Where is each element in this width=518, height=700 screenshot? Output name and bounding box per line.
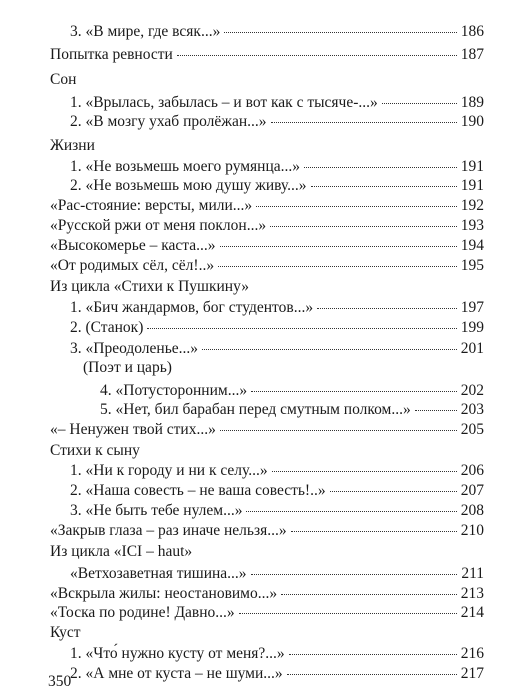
toc-leader-dots	[147, 328, 456, 329]
toc-entry-page: 187	[460, 46, 484, 63]
toc-leader-dots	[270, 226, 457, 227]
toc-entry-title: «Закрыв глаза – раз иначе нельзя...»	[50, 522, 287, 539]
toc-entry-title: «Вскрыла жилы: неостановимо...»	[50, 585, 278, 602]
toc-leader-dots	[220, 246, 457, 247]
toc-entry-page: 208	[460, 502, 484, 519]
toc-leader-dots	[272, 471, 457, 472]
toc-entry-title: 4. «Потусторонним...»	[100, 382, 248, 399]
toc-section-heading	[50, 441, 484, 461]
toc-entry-title: 2. «А мне от куста – не шуми...»	[70, 665, 283, 682]
toc-section-heading	[50, 70, 484, 90]
toc-entry-title: «Рас-стояние: версты, мили...»	[50, 197, 253, 214]
toc-entry	[70, 93, 484, 113]
toc-entry	[70, 112, 484, 132]
toc-entry	[50, 196, 484, 216]
toc-section-heading	[50, 623, 484, 643]
toc-entry-title: «– Ненужен твой стих...»	[50, 421, 216, 438]
toc-leader-dots	[304, 167, 457, 168]
toc-entry-title: 2. «В мозгу ухаб пролёжан...»	[70, 113, 267, 130]
toc-leader-dots	[289, 654, 457, 655]
toc-entry	[50, 256, 484, 276]
toc-heading-title: Из цикла «ICI – haut»	[50, 543, 193, 560]
toc-entry-page: 202	[460, 382, 484, 399]
page-number: 350	[48, 673, 72, 690]
toc-entry-title: 1. «Ни к городу и ни к селу...»	[70, 462, 268, 479]
toc-leader-dots	[330, 491, 457, 492]
toc-entry-title: 1. «Не возьмешь моего румянца...»	[70, 158, 301, 175]
toc-leader-dots	[220, 430, 457, 431]
toc-entry-page: 217	[460, 665, 484, 682]
toc-entry-page: 211	[461, 565, 484, 582]
toc-entry-page: 205	[460, 421, 484, 438]
toc-entry-page: 199	[460, 319, 484, 336]
toc-entry-page: 213	[460, 585, 484, 602]
toc-heading-title: Жизни	[50, 137, 95, 154]
toc-entry-title: Попытка ревности	[50, 46, 173, 63]
toc-leader-dots	[256, 206, 457, 207]
toc-leader-dots	[317, 308, 457, 309]
toc-entry	[50, 236, 484, 256]
toc-entry-title: 1. «Бич жандармов, бог студентов...»	[70, 299, 314, 316]
toc-entry-title: 2. (Станок)	[70, 319, 144, 336]
toc-entry	[70, 644, 484, 664]
toc-heading-title: Куст	[50, 624, 81, 641]
toc-subsection-heading	[83, 358, 484, 378]
toc-entry-page: 207	[460, 482, 484, 499]
toc-entry	[70, 318, 484, 338]
toc-entry-title: «Высокомерье – каста...»	[50, 237, 216, 254]
toc-entry	[50, 584, 484, 604]
toc-entry-page: 195	[460, 257, 484, 274]
toc-leader-dots	[251, 574, 458, 575]
toc-leader-dots	[415, 410, 457, 411]
toc-entry	[50, 603, 484, 623]
toc-entry-title: 1. «Врылась, забылась – и вот как с тысяче-...»	[70, 94, 378, 111]
toc-entry-page: 206	[460, 462, 484, 479]
toc-leader-dots	[281, 594, 457, 595]
toc-entry-title: «Русской ржи от меня поклон...»	[50, 217, 267, 234]
toc-entry	[50, 521, 484, 541]
toc-entry	[70, 176, 484, 196]
toc-entry-page: 191	[460, 177, 484, 194]
toc-leader-dots	[177, 55, 457, 56]
toc-leader-dots	[251, 391, 457, 392]
toc-entry-title: 2. «Не возьмешь мою душу живу...»	[70, 177, 307, 194]
toc-entry	[70, 298, 484, 318]
toc-entry-title: «Ветхозаветная тишина...»	[70, 565, 247, 582]
toc-entry-page: 214	[460, 604, 484, 621]
toc-entry	[50, 45, 484, 65]
toc-heading-title: Стихи к сыну	[50, 442, 140, 459]
toc-entry-title: 3. «В мире, где всяк...»	[70, 23, 221, 40]
toc-leader-dots	[291, 531, 457, 532]
toc-entry-title: 3. «Преодоленье...»	[70, 340, 199, 357]
toc-leader-dots	[246, 511, 456, 512]
toc-entry-page: 189	[460, 94, 484, 111]
toc-section-heading	[50, 542, 484, 562]
toc-entry-title: 2. «Наша совесть – не ваша совесть!..»	[70, 482, 326, 499]
toc-entry-title: «Тоска по родине! Давно...»	[50, 604, 235, 621]
toc-entry-page: 191	[460, 158, 484, 175]
toc-entry	[50, 420, 484, 440]
toc-entry-page: 190	[460, 113, 484, 130]
toc-entry-page: 197	[460, 299, 484, 316]
toc-leader-dots	[239, 613, 457, 614]
toc-leader-dots	[382, 103, 457, 104]
toc-entry	[100, 400, 484, 420]
toc-entry	[70, 564, 484, 584]
toc-entry	[70, 461, 484, 481]
toc-leader-dots	[218, 266, 457, 267]
toc-leader-dots	[287, 674, 457, 675]
toc-entry	[70, 157, 484, 177]
toc-heading-title: Из цикла «Стихи к Пушкину»	[50, 278, 249, 295]
toc-entry-page: 194	[460, 237, 484, 254]
toc-entry	[70, 501, 484, 521]
toc-entry-title: «От родимых сёл, сёл!..»	[50, 257, 215, 274]
toc-entry	[70, 664, 484, 684]
toc-entry-page: 203	[460, 401, 484, 418]
toc-entry-title: 1. «Что́ нужно кусту от меня?...»	[70, 645, 285, 662]
toc-section-heading	[50, 277, 484, 297]
toc-entry	[50, 216, 484, 236]
toc-leader-dots	[311, 186, 457, 187]
toc-entry-page: 201	[460, 340, 484, 357]
toc-entry	[100, 381, 484, 401]
toc-entry-title: 3. «Не быть тебе нулем...»	[70, 502, 243, 519]
toc-leader-dots	[271, 122, 457, 123]
toc-entry	[70, 339, 484, 359]
toc-leader-dots	[224, 32, 456, 33]
toc-entry	[70, 481, 484, 501]
toc-section-heading	[50, 136, 484, 156]
toc-heading-title: (Поэт и царь)	[83, 359, 172, 376]
toc-entry-title: 5. «Нет, бил барабан перед смутным полком...»	[100, 401, 411, 418]
toc-entry-page: 186	[460, 23, 484, 40]
toc-leader-dots	[202, 349, 457, 350]
toc-heading-title: Сон	[50, 71, 77, 88]
toc-entry-page: 216	[460, 645, 484, 662]
toc-entry-page: 193	[460, 217, 484, 234]
toc-entry-page: 210	[460, 522, 484, 539]
toc-entry	[70, 22, 484, 42]
toc-entry-page: 192	[460, 197, 484, 214]
